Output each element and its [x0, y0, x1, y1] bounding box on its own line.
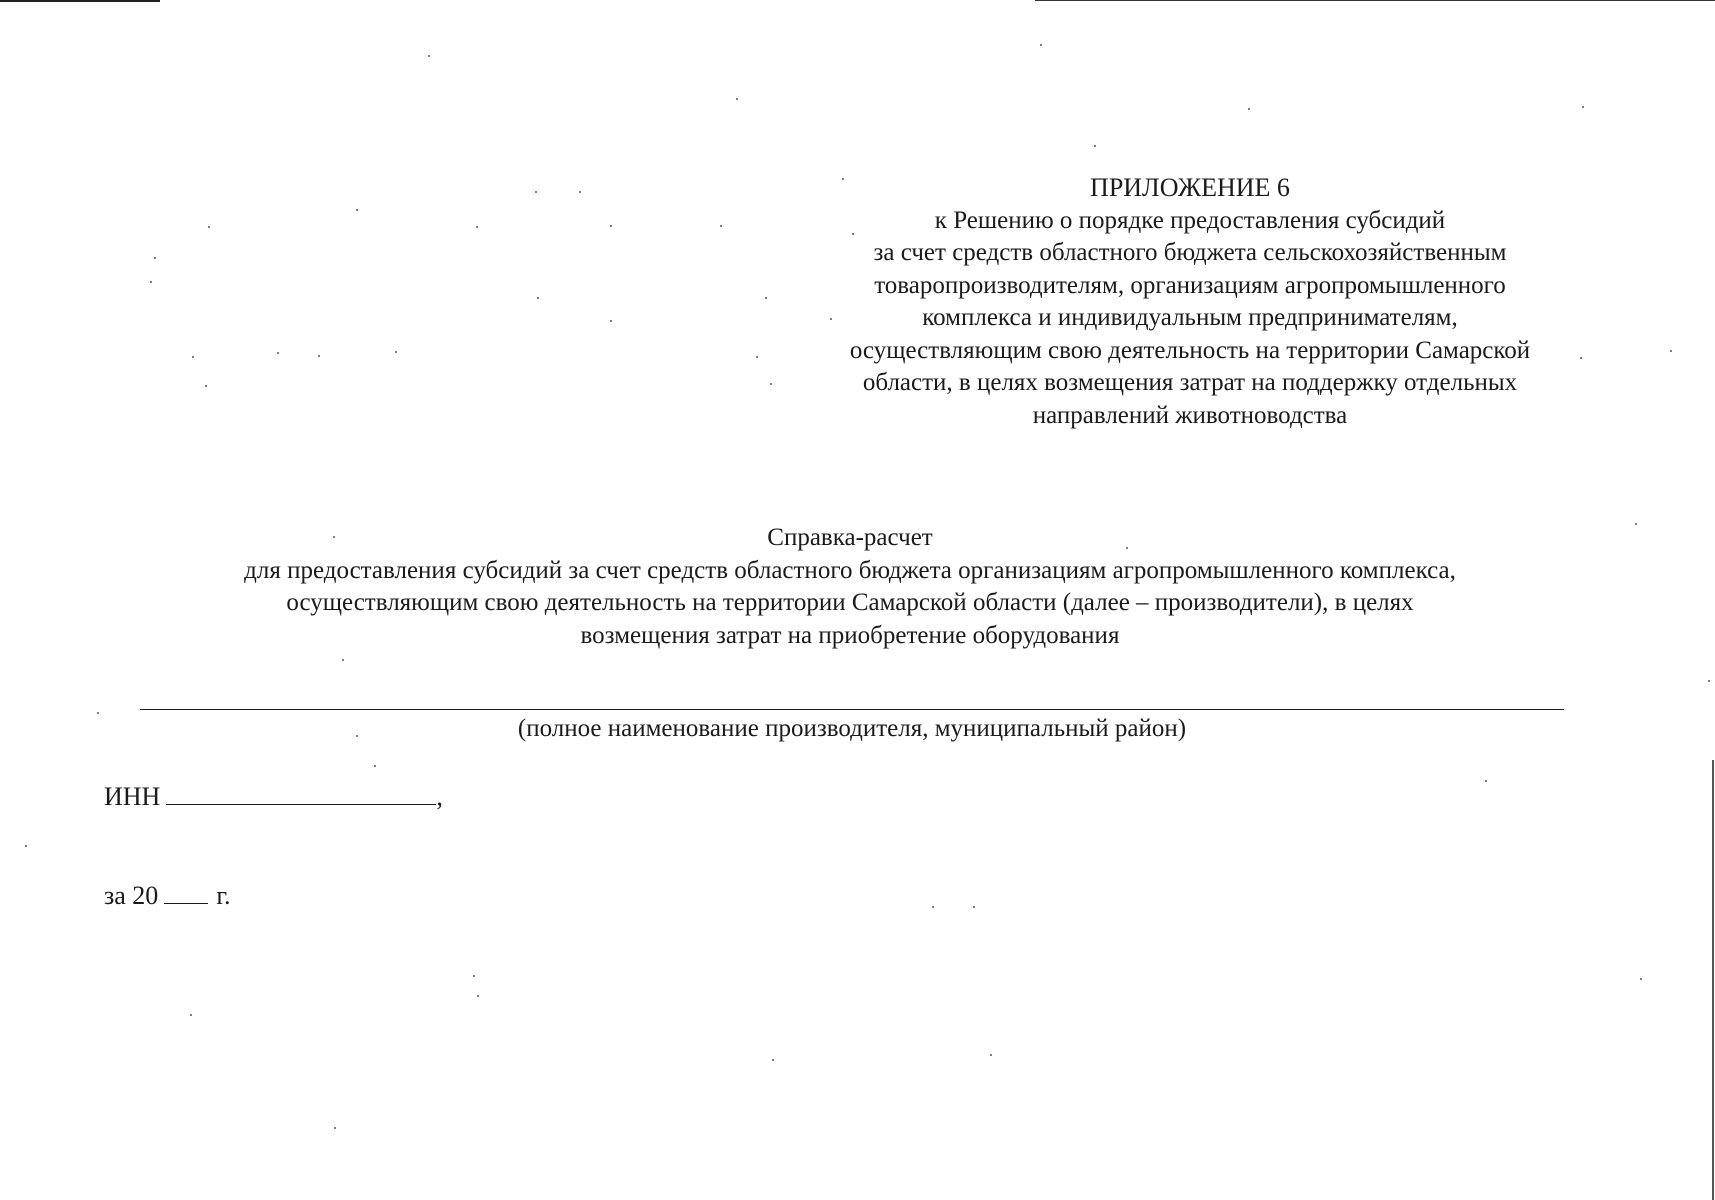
appendix-line: за счет средств областного бюджета сельскохозяйственным: [873, 239, 1507, 266]
appendix-line: товаропроизводителям, организациям агропромышленного: [874, 271, 1506, 299]
period-suffix: г.: [216, 881, 231, 910]
year-field[interactable]: [164, 881, 208, 904]
appendix-line: области, в целях возмещения затрат на поддержку отдельных: [862, 369, 1518, 396]
producer-name-caption: (полное наименование производителя, муниципальный район): [517, 715, 1187, 742]
scan-edge-right: [1712, 760, 1714, 1200]
appendix-line: комплекса и индивидуальным предпринимателям,: [922, 304, 1458, 331]
document-title-line: осуществляющим свою деятельность на территории Самарской области (далее – производители), в целях: [286, 589, 1414, 616]
period-row: [104, 880, 231, 912]
inn-label: ИНН: [104, 782, 161, 811]
scan-edge-top-right: [1035, 0, 1715, 1]
document-title-line: возмещения затрат на приобретение оборудования: [580, 621, 1120, 649]
inn-field[interactable]: [166, 782, 436, 805]
document-title-block: [130, 522, 1570, 652]
appendix-heading: ПРИЛОЖЕНИЕ 6: [1090, 173, 1290, 202]
scan-edge-top-left: [0, 0, 160, 2]
document-heading: Справка-расчет: [767, 524, 933, 551]
appendix-block: [770, 172, 1610, 432]
appendix-line: осуществляющим свою деятельность на территории Самарской: [849, 336, 1531, 364]
appendix-line: направлений животноводства: [1032, 401, 1348, 429]
inn-row: [104, 781, 443, 813]
appendix-line: к Решению о порядке предоставления субсидий: [934, 206, 1446, 234]
producer-name-field[interactable]: [140, 709, 1564, 710]
document-title-line: для предоставления субсидий за счет средств областного бюджета организациям агропромышленного комплекса,: [244, 556, 1456, 584]
inn-suffix: ,: [436, 782, 443, 811]
period-prefix: за 20: [104, 881, 159, 910]
